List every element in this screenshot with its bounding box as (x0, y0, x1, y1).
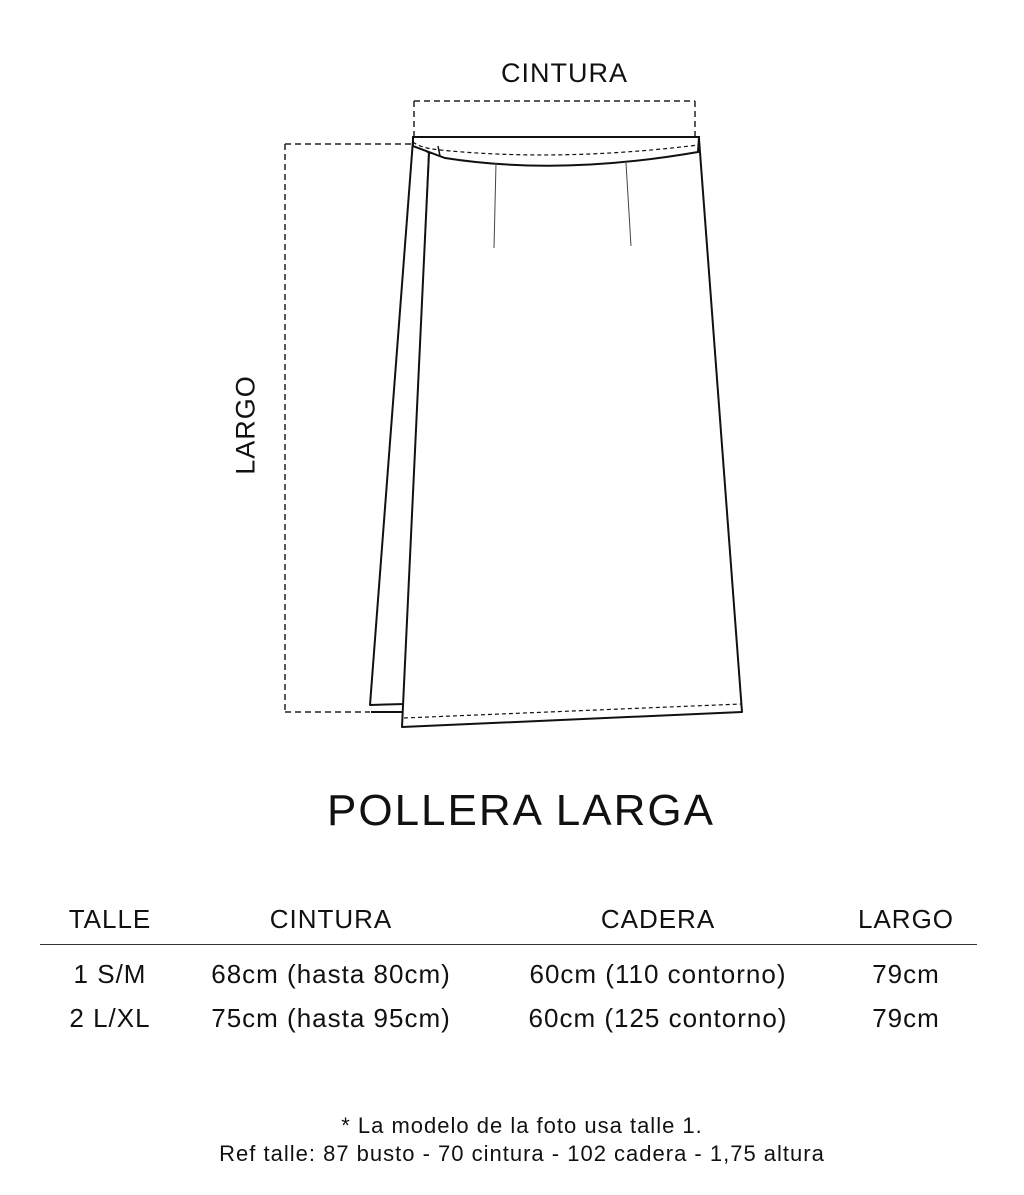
cell-largo: 79cm (872, 1003, 940, 1033)
waist-measure-guide (414, 101, 695, 138)
model-note: * La modelo de la foto usa talle 1. (341, 1113, 703, 1138)
size-notes (0, 1112, 1024, 1168)
size-table (40, 900, 977, 1045)
cell-cadera: 60cm (125 contorno) (528, 1003, 788, 1033)
cell-cadera: 60cm (110 contorno) (529, 959, 787, 989)
header-talle: TALLE (68, 904, 152, 934)
header-cadera: CADERA (600, 904, 716, 934)
header-cintura: CINTURA (269, 904, 393, 934)
product-title: POLLERA LARGA (327, 786, 715, 835)
table-row (40, 995, 977, 1045)
table-header (40, 900, 977, 945)
cell-cintura: 68cm (hasta 80cm) (211, 959, 451, 989)
reference-note: Ref talle: 87 busto - 70 cintura - 102 cadera - 1,75 altura (219, 1141, 825, 1166)
header-largo: LARGO (857, 904, 955, 934)
cell-talle: 2 L/XL (69, 1003, 151, 1033)
front-panel (402, 139, 742, 727)
length-label: LARGO (230, 375, 261, 475)
cell-largo: 79cm (872, 959, 940, 989)
cell-talle: 1 S/M (73, 959, 147, 989)
waist-label: CINTURA (501, 58, 628, 88)
cell-cintura: 75cm (hasta 95cm) (211, 1003, 451, 1033)
table-row (40, 945, 977, 995)
